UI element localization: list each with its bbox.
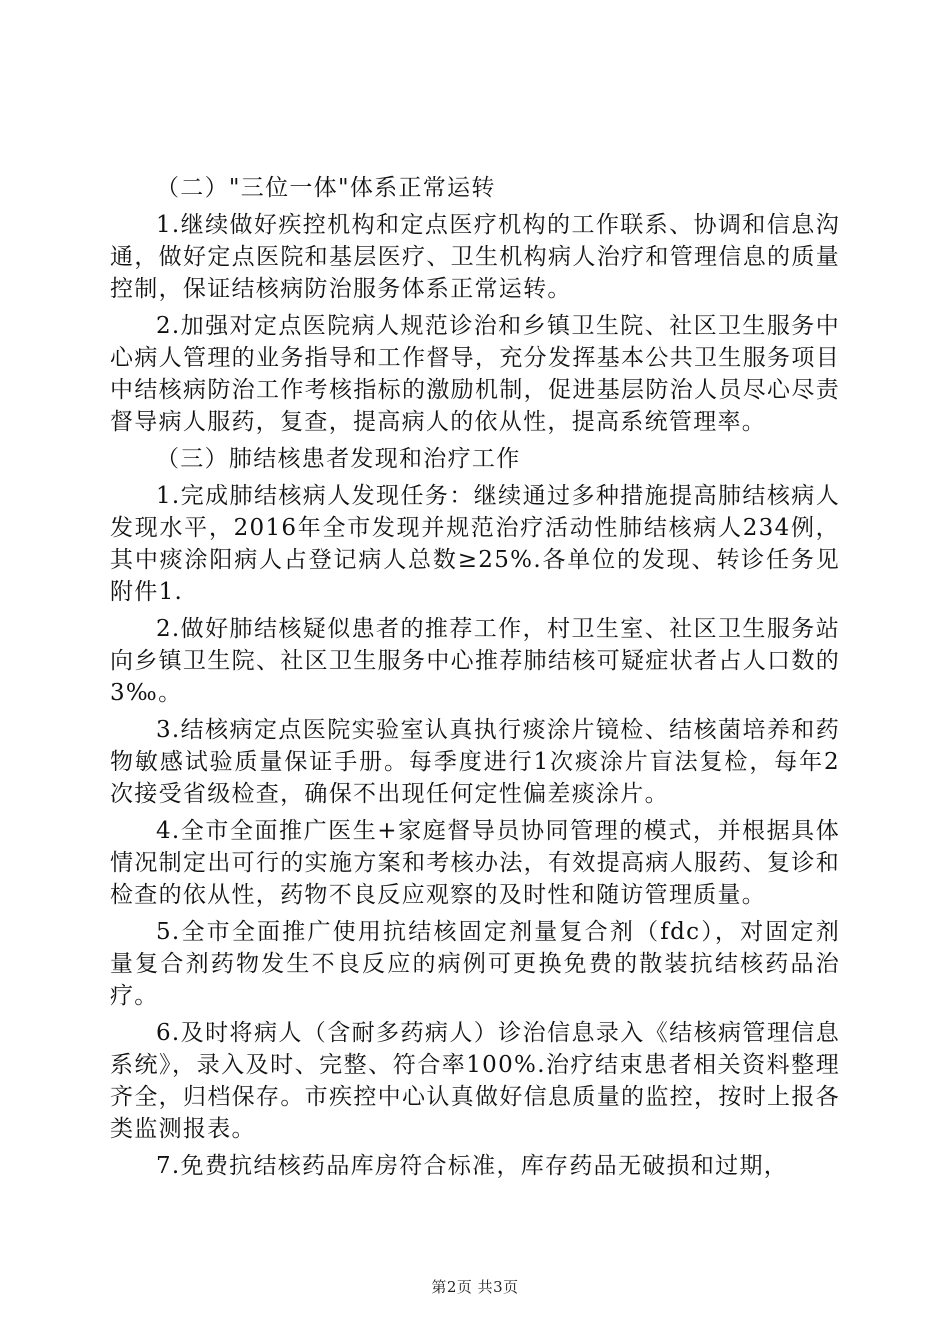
section-heading-2: （二）"三位一体"体系正常运转 bbox=[156, 175, 496, 201]
paragraph-3-6: 6.及时将病人（含耐多药病人）诊治信息录入《结核病管理信息系统》，录入及时、完整、符合率100%.治疗结束患者相关资料整理齐全，归档保存。市疾控中心认真做好信息质量的监控，按时上报各类监测报表。 bbox=[110, 1020, 840, 1142]
paragraph-3-7: 7.免费抗结核药品库房符合标准，库存药品无破损和过期， bbox=[156, 1153, 789, 1179]
document-body bbox=[110, 172, 840, 1187]
paragraph-3-4: 4.全市全面推广医生+家庭督导员协同管理的模式，并根据具体情况制定出可行的实施方案和考核办法，有效提高病人服药、复诊和检查的依从性，药物不良反应观察的及时性和随访管理质量。 bbox=[110, 818, 840, 908]
paragraph-3-5: 5.全市全面推广使用抗结核固定剂量复合剂（fdc），对固定剂量复合剂药物发生不良反应的病例可更换免费的散装抗结核药品治疗。 bbox=[110, 919, 840, 1009]
page-number-footer: 第2页 共3页 bbox=[431, 1278, 519, 1296]
paragraph-3-3: 3.结核病定点医院实验室认真执行痰涂片镜检、结核菌培养和药物敏感试验质量保证手册。每季度进行1次痰涂片盲法复检，每年2次接受省级检查，确保不出现任何定性偏差痰涂片。 bbox=[110, 717, 840, 807]
paragraph-3-1: 1.完成肺结核病人发现任务：继续通过多种措施提高肺结核病人发现水平，2016年全市发现并规范治疗活动性肺结核病人234例，其中痰涂阳病人占登记病人总数≥25%.各单位的发现、转诊任务见附件1. bbox=[110, 483, 840, 605]
paragraph-3-2: 2.做好肺结核疑似患者的推荐工作，村卫生室、社区卫生服务站向乡镇卫生院、社区卫生服务中心推荐肺结核可疑症状者占人口数的3‰。 bbox=[110, 616, 840, 706]
section-heading-3: （三）肺结核患者发现和治疗工作 bbox=[156, 446, 521, 472]
paragraph-2-1: 1.继续做好疾控机构和定点医疗机构的工作联系、协调和信息沟通，做好定点医院和基层医疗、卫生机构病人治疗和管理信息的质量控制，保证结核病防治服务体系正常运转。 bbox=[110, 212, 840, 302]
paragraph-2-2: 2.加强对定点医院病人规范诊治和乡镇卫生院、社区卫生服务中心病人管理的业务指导和工作督导，充分发挥基本公共卫生服务项目中结核病防治工作考核指标的激励机制，促进基层防治人员尽心尽责督导病人服药，复查，提高病人的依从性，提高系统管理率。 bbox=[110, 313, 840, 435]
